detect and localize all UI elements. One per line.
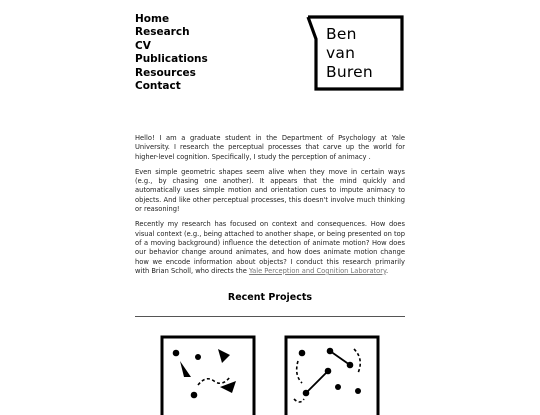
intro-paragraph-3-end: . [386,266,389,275]
nav-publications-link[interactable]: Publications [135,53,208,66]
lab-link[interactable]: Yale Perception and Cognition Laboratory [248,266,387,275]
nav-research-link[interactable]: Research [135,26,190,39]
nav-cv-link[interactable]: CV [135,39,151,52]
intro-paragraph-3-text: Recently my research has focused on context and consequences. How does visual context (e.g., being attached to another shape, or being presented on top of a moving background) influence the detection of animate motion? How does our behavior change around animates, and how does animate motion change how we encode information about objects? I conduct this research primarily with Brian Scholl, who directs the [135,220,405,275]
nav-contact-link[interactable]: Contact [135,80,181,93]
main-nav [135,13,208,93]
logo-line-2: van [326,44,356,62]
intro-paragraph-1: Hello! I am a graduate student in the Department of Psychology at Yale University. I research the perceptual processes that carve up the world for higher-level cognition. Specifically, I study the perception of animacy . [135,134,405,161]
logo-line-3: Buren [326,63,373,81]
nav-resources-link[interactable]: Resources [135,66,196,79]
recent-projects-heading: Recent Projects [227,292,313,303]
intro-paragraph-3 [135,220,405,276]
intro-text [135,134,405,282]
logo-wordmark[interactable] [326,25,373,82]
intro-paragraph-2: Even simple geometric shapes seem alive when they move in certain ways (e.g., by chasing one another). It appears that the mind quickly and automatically uses simple motion and orientation cues to impute animacy to objects. And like other perceptual processes, this doesn't involve much thinking or reasoning! [135,167,405,214]
logo-line-1: Ben [326,25,357,43]
nav-home-link[interactable]: Home [135,13,170,25]
project-thumbnail-2[interactable] [284,335,380,415]
section-divider [135,316,405,317]
project-thumbnail-1[interactable] [160,335,256,415]
